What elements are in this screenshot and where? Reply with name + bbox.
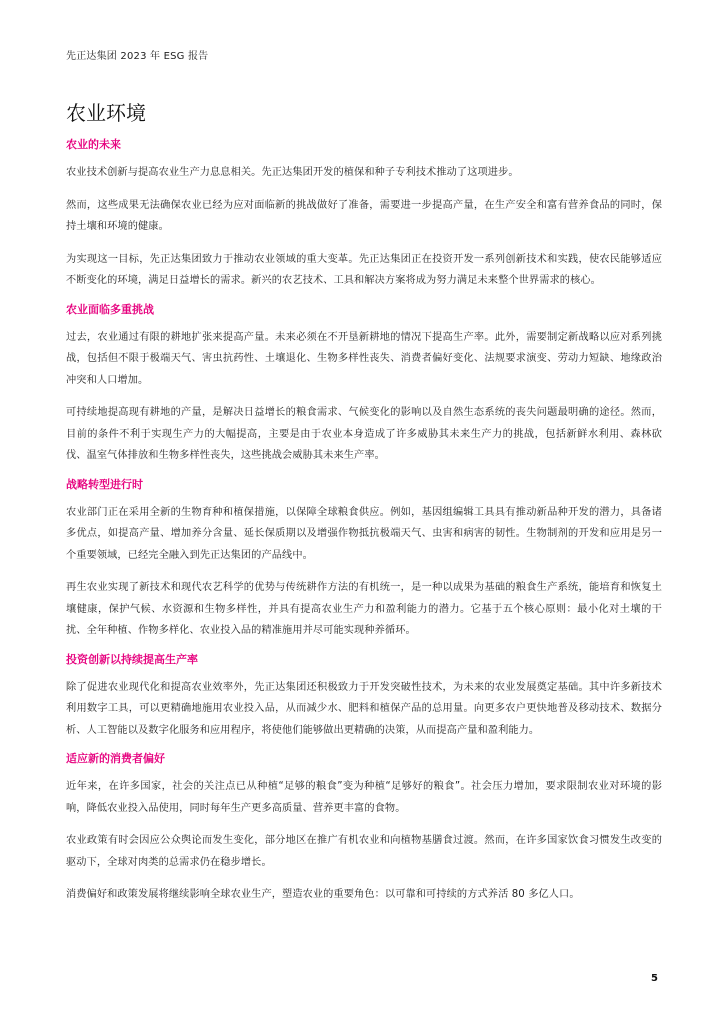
section-future [66,138,662,292]
section-transformation [66,478,662,642]
page-number: 5 [651,973,658,984]
section-heading: 农业的未来 [66,138,121,151]
section-heading: 农业面临多重挑战 [66,302,154,316]
paragraph: 除了促进农业现代化和提高农业效率外，先正达集团还积极致力于开发突破性技术，为未来的农业发展奠定基础。其中许多新技术利用数字工具，可以更精确地施用农业投入品，从而减少水、肥料和植保产品的总用量。向更多农户更快地普及移动技术、数据分析、人工智能以及数字化服务和应用程序，将使他们能够做出更精确的决策，从而提高产量和盈利能力。 [66,681,662,736]
section-consumer-preferences [66,752,662,906]
paragraph: 近年来，在许多国家，社会的关注点已从种植“足够的粮食”变为种植“足够好的粮食”。社会压力增加，要求限制农业对环境的影响，降低农业投入品使用，同时每年生产更多高质量、营养更丰富的食物。 [66,781,662,814]
paragraph: 然而，这些成果无法确保农业已经为应对面临新的挑战做好了准备，需要进一步提高产量，在生产安全和富有营养食品的同时，保持土壤和环境的健康。 [66,199,662,232]
section-heading: 适应新的消费者偏好 [66,752,165,765]
section-heading: 战略转型进行时 [66,477,143,491]
paragraph: 消费偏好和政策发展将继续影响全球农业生产，塑造农业的重要角色：以可靠和可持续的方式养活 80 多亿人口。 [66,889,580,900]
report-header: 先正达集团 2023 年 ESG 报告 [66,51,209,62]
content [66,138,662,917]
page-title: 农业环境 [66,101,146,125]
paragraph: 农业部门正在采用全新的生物育种和植保措施，以保障全球粮食供应。例如，基因组编辑工具具有推动新品种开发的潜力，具备诸多优点，如提高产量、增加养分含量、延长保质期以及增强作物抵抗极端天气、虫害和病害的韧性。生物制剂的开发和应用是另一个重要领域，已经完全融入到先正达集团的产品线中。 [66,506,662,561]
section-challenges [66,303,662,467]
paragraph: 为实现这一目标，先正达集团致力于推动农业领域的重大变革。先正达集团正在投资开发一系列创新技术和实践，使农民能够适应不断变化的环境，满足日益增长的需求。新兴的农艺技术、工具和解决方案将成为努力满足未来整个世界需求的核心。 [66,253,662,286]
paragraph: 再生农业实现了新技术和现代农艺科学的优势与传统耕作方法的有机统一，是一种以成果为基础的粮食生产系统，能培育和恢复土壤健康，保护气候、水资源和生物多样性，并具有提高农业生产力和盈利能力的潜力。它基于五个核心原则：最小化对土壤的干扰、全年种植、作物多样化、农业投入品的精准施用并尽可能实现种养循环。 [66,582,662,636]
paragraph: 农业政策有时会因应公众舆论而发生变化，部分地区在推广有机农业和向植物基膳食过渡。然而，在许多国家饮食习惯发生改变的驱动下，全球对肉类的总需求仍在稳步增长。 [66,835,662,868]
section-innovation [66,653,662,742]
paragraph: 可持续地提高现有耕地的产量，是解决日益增长的粮食需求、气候变化的影响以及自然生态系统的丧失问题最明确的途径。然而，目前的条件不利于实现生产力的大幅提高，主要是由于农业本身造成了许多威胁其未来生产力的挑战，包括新鲜水利用、森林砍伐、温室气体排放和生物多样性丧失，这些挑战会威胁其未来生产率。 [66,407,662,461]
paragraph: 过去，农业通过有限的耕地扩张来提高产量。未来必须在不开垦新耕地的情况下提高生产率。此外，需要制定新战略以应对系列挑战，包括但不限于极端天气、害虫抗药性、土壤退化、生物多样性丧失、消费者偏好变化、法规要求演变、劳动力短缺、地缘政治冲突和人口增加。 [66,331,662,386]
section-heading: 投资创新以持续提高生产率 [66,652,198,666]
paragraph: 农业技术创新与提高农业生产力息息相关。先正达集团开发的植保和种子专利技术推动了这项进步。 [66,167,519,178]
